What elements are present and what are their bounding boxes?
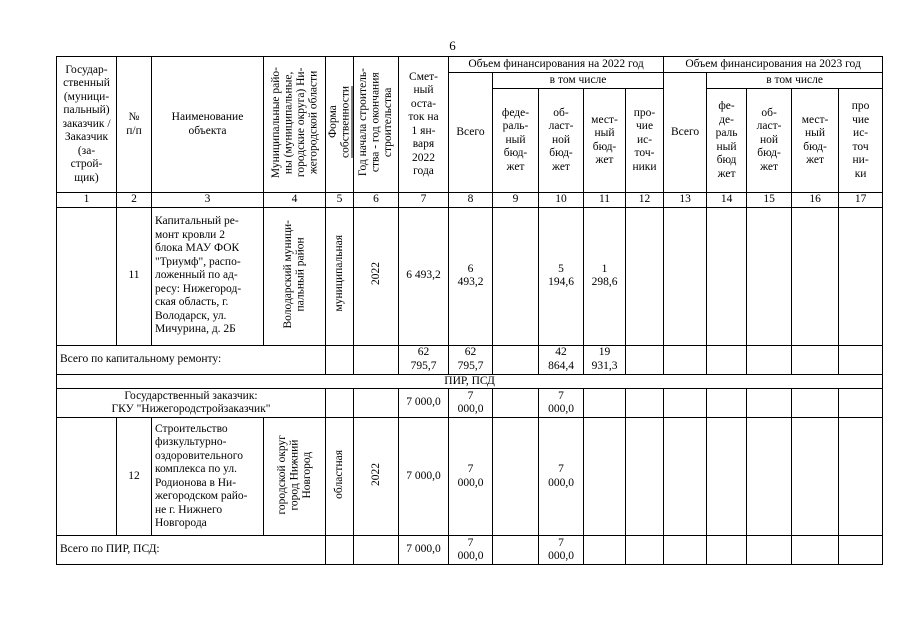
table-row-12 (57, 418, 883, 536)
header-incl-2023: в том числе (707, 73, 883, 89)
header-total-2022: Всего (449, 73, 493, 193)
estimated-balance: 7 000,0 (399, 389, 449, 418)
section-title: ПИР, ПСД (57, 374, 883, 389)
header-financing-2022: Объем финансирования на 2022 год (449, 57, 664, 73)
column-number: 6 (354, 193, 399, 208)
column-number: 3 (152, 193, 264, 208)
municipality: Володарский муници- пальный район (264, 207, 326, 345)
header-regional-2022: об- ласт- ной бюд- жет (539, 89, 584, 193)
total-2022: 7 000,0 (449, 418, 493, 536)
page-number: 6 (449, 38, 456, 53)
column-number: 9 (493, 193, 539, 208)
total-2022: 6 493,2 (449, 207, 493, 345)
financing-table (56, 56, 883, 565)
column-number: 11 (584, 193, 626, 208)
customer-row (57, 389, 883, 418)
header-financing-2023: Объем финансирования на 2023 год (664, 57, 883, 73)
ownership: муниципальная (326, 207, 354, 345)
total-2022: 62 795,7 (449, 345, 493, 374)
construction-years: 2022 (354, 207, 399, 345)
column-number: 15 (747, 193, 792, 208)
column-number: 14 (707, 193, 747, 208)
header-incl-2022: в том числе (493, 73, 664, 89)
estimated-balance: 7 000,0 (399, 536, 449, 565)
column-number: 8 (449, 193, 493, 208)
total-2022: 7 000,0 (449, 389, 493, 418)
header-federal-2023: фе- де- раль ный бюд жет (707, 89, 747, 193)
header-regional-2023: об- ласт- ной бюд- жет (747, 89, 792, 193)
header-ownership: Форма собственности (326, 57, 354, 193)
estimated-balance: 6 493,2 (399, 207, 449, 345)
column-number: 7 (399, 193, 449, 208)
total-2022: 7 000,0 (449, 536, 493, 565)
header-other-2023: про чие ис- точ ни- ки (839, 89, 883, 193)
object-name: Строительство физкультурно- оздоровительного комплекса по ул. Родионова в Ни- жегородском райо- не г. Нижнего Новгорода (152, 418, 264, 536)
regional-2022: 42 864,4 (539, 345, 584, 374)
table-row-11 (57, 207, 883, 345)
header-federal-2022: феде- раль- ный бюд- жет (493, 89, 539, 193)
total-label: Всего по капитальному ремонту: (57, 345, 326, 374)
header-local-2022: мест- ный бюд- жет (584, 89, 626, 193)
estimated-balance: 62 795,7 (399, 345, 449, 374)
header-balance: Смет- ный оста- ток на 1 ян- варя 2022 года (399, 57, 449, 193)
total-design-row (57, 536, 883, 565)
customer-label: Государственный заказчик: ГКУ "Нижегородстройзаказчик" (57, 389, 326, 418)
local-2022: 19 931,3 (584, 345, 626, 374)
ownership: областная (326, 418, 354, 536)
row-number: 11 (117, 207, 152, 345)
row-number: 12 (117, 418, 152, 536)
column-number: 12 (626, 193, 664, 208)
construction-years: 2022 (354, 418, 399, 536)
regional-2022: 7 000,0 (539, 418, 584, 536)
regional-2022: 5 194,6 (539, 207, 584, 345)
header-municipality: Муниципальные райо- ны (муниципальные, городские округа) Ни- жегородской области (264, 57, 326, 193)
column-number: 16 (792, 193, 839, 208)
column-number: 2 (117, 193, 152, 208)
column-number: 10 (539, 193, 584, 208)
header-object-name: Наименование объекта (152, 57, 264, 193)
header-number: № п/п (117, 57, 152, 193)
total-capital-repair-row (57, 345, 883, 374)
column-number-row (57, 193, 883, 208)
municipality: городской округ город Нижний Новгород (264, 418, 326, 536)
header-total-2023: Всего (664, 73, 707, 193)
header-local-2023: мест- ный бюд- жет (792, 89, 839, 193)
header-customer: Государ- ственный (муници- пальный) заказчик / Заказчик (за- строй- щик) (57, 57, 117, 193)
header-years: Год начала строитель- ства - год окончания строительства (354, 57, 399, 193)
regional-2022: 7 000,0 (539, 389, 584, 418)
regional-2022: 7 000,0 (539, 536, 584, 565)
column-number: 4 (264, 193, 326, 208)
column-number: 5 (326, 193, 354, 208)
header-other-2022: про- чие ис- точ- ники (626, 89, 664, 193)
estimated-balance: 7 000,0 (399, 418, 449, 536)
object-name: Капитальный ре- монт кровли 2 блока МАУ ФОК "Триумф", распо- ложенный по ад- ресу: Нижегород- ская область, г. Володарск, ул. Мичурина, д. 2Б (152, 207, 264, 345)
column-number: 1 (57, 193, 117, 208)
total-label: Всего по ПИР, ПСД: (57, 536, 326, 565)
column-number: 17 (839, 193, 883, 208)
column-number: 13 (664, 193, 707, 208)
local-2022: 1 298,6 (584, 207, 626, 345)
